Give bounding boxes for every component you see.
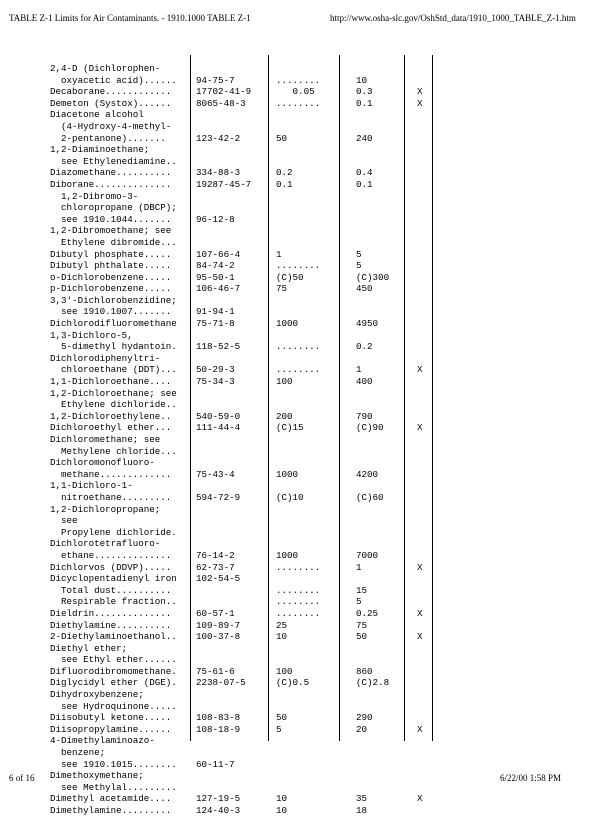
cas-number: 75-43-4: [196, 468, 235, 480]
page-header-url: http://www.osha-slc.gov/OshStd_data/1910_1000_TABLE_Z-1.htm: [330, 13, 576, 23]
limit-ppm: 100: [276, 665, 293, 677]
substance-name: see: [50, 515, 78, 527]
substance-name: Methylene chloride...: [50, 445, 177, 457]
substance-name: 1,1-Dichloro-1-: [50, 480, 133, 492]
substance-name: Dichloromethane; see: [50, 434, 161, 445]
page-footer-datetime: 6/22/00 1:58 PM: [500, 773, 562, 783]
substance-name: Diethylamine..........: [50, 619, 172, 631]
substance-name: Ethylene dichloride..: [50, 399, 177, 411]
substance-name: Dimethylamine.........: [50, 805, 172, 816]
skin-designation: X: [417, 364, 423, 376]
substance-name: 3,3'-Dichlorobenzidine;: [50, 294, 177, 306]
cas-number: 108-18-9: [196, 723, 241, 735]
table-row: [50, 364, 430, 376]
table-row: [50, 550, 430, 562]
substance-name: 4-Dimethylaminoazo-: [50, 735, 155, 747]
cas-number: 17702-41-9: [196, 86, 252, 98]
cas-number: 60-11-7: [196, 758, 235, 770]
table-row: [50, 469, 430, 481]
table-row: [50, 735, 430, 747]
table-row: [50, 272, 430, 284]
table-row: [50, 283, 430, 295]
table-row: [50, 434, 430, 446]
skin-designation: X: [417, 793, 423, 805]
substance-name: Decaborane............: [50, 86, 172, 98]
table-row: [50, 515, 430, 527]
table-row: [50, 759, 430, 771]
substance-name: Difluorodibromomethane.: [50, 665, 177, 677]
substance-name: benzene;: [50, 747, 106, 759]
table-row: [50, 191, 430, 203]
limit-mg-m3: 15: [356, 584, 368, 596]
substance-name: 1,2-Dibromoethane; see: [50, 225, 172, 237]
substance-name: methane.............: [50, 468, 172, 480]
skin-designation: X: [417, 561, 423, 573]
limit-mg-m3: 0.3: [356, 86, 373, 98]
substance-name: chloropropane (DBCP);: [50, 202, 177, 214]
limit-ppm: 5: [276, 723, 282, 735]
limit-ppm: ........: [276, 561, 321, 573]
limit-mg-m3: (C)2.8: [356, 677, 390, 689]
cas-number: 540-59-0: [196, 410, 241, 422]
table-row: [50, 538, 430, 550]
cas-number: 107-66-4: [196, 248, 241, 260]
limit-mg-m3: 0.25: [356, 607, 379, 619]
table-row: [50, 643, 430, 655]
limit-mg-m3: 0.1: [356, 97, 373, 109]
page-footer-page-number: 6 of 16: [9, 773, 35, 783]
cas-number: 102-54-5: [196, 573, 241, 585]
table-row: [50, 318, 430, 330]
limit-ppm: 1000: [276, 318, 299, 330]
limit-ppm: ........: [276, 607, 321, 619]
substance-name: oxyacetic acid)......: [50, 74, 177, 86]
substance-name: see Hydroquinone.....: [50, 700, 177, 712]
limit-mg-m3: (C)60: [356, 491, 384, 503]
substance-name: 1,1-Dichloroethane....: [50, 376, 172, 388]
table-row: [50, 260, 430, 272]
limit-ppm: 10: [276, 805, 288, 816]
limit-ppm: 50: [276, 712, 288, 724]
substance-name: Dicyclopentadienyl iron: [50, 573, 177, 585]
limit-mg-m3: 35: [356, 793, 368, 805]
table-row: [50, 527, 430, 539]
cas-number: 108-83-8: [196, 712, 241, 724]
limit-ppm: 1: [276, 248, 282, 260]
table-row: [50, 353, 430, 365]
substance-name: Dibutyl phthalate.....: [50, 260, 172, 272]
limit-mg-m3: 0.4: [356, 167, 373, 179]
page-header-title: TABLE Z-1 Limits for Air Contaminants. - 1910.1000 TABLE Z-1: [9, 13, 251, 23]
limit-ppm: ........: [276, 74, 321, 86]
cas-number: 111-44-4: [196, 422, 241, 434]
cas-number: 123-42-2: [196, 132, 241, 144]
cas-number: 127-19-5: [196, 793, 241, 805]
table-row: [50, 121, 430, 133]
cas-number: 8065-48-3: [196, 97, 246, 109]
table-row: [50, 492, 430, 504]
table-row: [50, 144, 430, 156]
limit-ppm: (C)10: [276, 491, 304, 503]
limit-mg-m3: 20: [356, 723, 368, 735]
table-row: [50, 376, 430, 388]
skin-designation: X: [417, 97, 423, 109]
limit-ppm: 1000: [276, 468, 299, 480]
table-row: [50, 422, 430, 434]
substance-name: 1,2-Dichloroethylene..: [50, 410, 172, 422]
skin-designation: X: [417, 607, 423, 619]
table-row: [50, 63, 430, 75]
table-row: [50, 480, 430, 492]
substance-name: 2,4-D (Dichlorophen-: [50, 63, 161, 74]
substance-name: 1,3-Dichloro-5,: [50, 329, 133, 341]
cas-number: 96-12-8: [196, 213, 235, 225]
limit-ppm: 75: [276, 283, 288, 295]
limit-mg-m3: 1: [356, 561, 362, 573]
cas-number: 2238-07-5: [196, 677, 246, 689]
limit-mg-m3: 290: [356, 712, 373, 724]
limit-mg-m3: 7000: [356, 549, 379, 561]
table-row: [50, 631, 430, 643]
table-row: [50, 179, 430, 191]
table-row: [50, 793, 430, 805]
table-row: [50, 712, 430, 724]
limit-mg-m3: 4200: [356, 468, 379, 480]
substance-name: Total dust..........: [50, 584, 172, 596]
limit-ppm: 0.05: [276, 86, 315, 98]
substance-name: (4-Hydroxy-4-methyl-: [50, 120, 172, 132]
substance-name: Diazomethane..........: [50, 167, 172, 179]
substance-name: Dichlorodiphenyltri-: [50, 352, 161, 364]
limit-ppm: 0.1: [276, 178, 293, 190]
substance-name: o-Dichlorobenzene.....: [50, 271, 172, 283]
cas-number: 106-46-7: [196, 283, 241, 295]
limit-mg-m3: 75: [356, 619, 368, 631]
table-row: [50, 457, 430, 469]
limit-ppm: ........: [276, 584, 321, 596]
table-row: [50, 411, 430, 423]
cas-number: 94-75-7: [196, 74, 235, 86]
substance-name: Diacetone alcohol: [50, 109, 144, 121]
cas-number: 50-29-3: [196, 364, 235, 376]
cas-number: 60-57-1: [196, 607, 235, 619]
limit-ppm: 10: [276, 793, 288, 805]
cas-number: 62-73-7: [196, 561, 235, 573]
limit-mg-m3: 5: [356, 260, 362, 272]
table-row: [50, 573, 430, 585]
limit-ppm: ........: [276, 260, 321, 272]
limit-ppm: 1000: [276, 549, 299, 561]
cas-number: 75-61-6: [196, 665, 235, 677]
table-row: [50, 689, 430, 701]
limit-mg-m3: 0.1: [356, 178, 373, 190]
cas-number: 334-88-3: [196, 167, 241, 179]
table-row: [50, 237, 430, 249]
limit-mg-m3: 5: [356, 248, 362, 260]
limit-mg-m3: 860: [356, 665, 373, 677]
table-row: [50, 399, 430, 411]
substance-name: 1,2-Diaminoethane;: [50, 144, 150, 156]
substance-name: Dichloroethyl ether...: [50, 422, 172, 434]
substance-name: Dibutyl phosphate.....: [50, 248, 172, 260]
table-row: [50, 724, 430, 736]
substance-name: Dimethoxymethane;: [50, 770, 144, 782]
table-row: [50, 214, 430, 226]
table-row: [50, 608, 430, 620]
substance-name: Diborane..............: [50, 178, 172, 190]
table-row: [50, 446, 430, 458]
table-row: [50, 295, 430, 307]
substance-name: Dichloromonofluoro-: [50, 457, 155, 469]
table-row: [50, 202, 430, 214]
table-row: [50, 167, 430, 179]
cas-number: 91-94-1: [196, 306, 235, 318]
substance-name: see Methylal.........: [50, 781, 177, 793]
cas-number: 84-74-2: [196, 260, 235, 272]
limit-ppm: ........: [276, 364, 321, 376]
table-row: [50, 75, 430, 87]
limit-mg-m3: 0.2: [356, 341, 373, 353]
substance-name: Dichlorvos (DDVP).....: [50, 561, 172, 573]
substance-name: see 1910.1015........: [50, 758, 177, 770]
substance-name: 2-pentanone).......: [50, 132, 166, 144]
table-row: [50, 225, 430, 237]
limit-mg-m3: 5: [356, 596, 362, 608]
substance-name: chloroethane (DDT)...: [50, 364, 177, 376]
air-contaminants-table: [50, 63, 430, 817]
substance-name: 1,2-Dichloropropane;: [50, 503, 161, 515]
table-row: [50, 701, 430, 713]
table-row: [50, 805, 430, 817]
table-row: [50, 341, 430, 353]
limit-mg-m3: 4950: [356, 318, 379, 330]
limit-ppm: 25: [276, 619, 288, 631]
limit-ppm: 100: [276, 376, 293, 388]
substance-name: Ethylene dibromide...: [50, 236, 177, 248]
cas-number: 100-37-8: [196, 631, 241, 643]
limit-ppm: 0.2: [276, 167, 293, 179]
substance-name: nitroethane.........: [50, 491, 172, 503]
column-divider-5: [432, 55, 433, 741]
skin-designation: X: [417, 86, 423, 98]
substance-name: Dieldrin..............: [50, 607, 172, 619]
cas-number: 594-72-9: [196, 491, 241, 503]
limit-mg-m3: 240: [356, 132, 373, 144]
limit-ppm: 200: [276, 410, 293, 422]
substance-name: Diisobutyl ketone.....: [50, 712, 172, 724]
table-row: [50, 388, 430, 400]
substance-name: Dichlorotetrafluoro-: [50, 538, 161, 550]
limit-ppm: (C)15: [276, 422, 304, 434]
table-row: [50, 654, 430, 666]
cas-number: 75-71-8: [196, 318, 235, 330]
cas-number: 109-89-7: [196, 619, 241, 631]
limit-ppm: (C)50: [276, 271, 304, 283]
skin-designation: X: [417, 422, 423, 434]
substance-name: Diethyl ether;: [50, 642, 128, 654]
table-row: [50, 156, 430, 168]
cas-number: 76-14-2: [196, 549, 235, 561]
limit-mg-m3: 1: [356, 364, 362, 376]
limit-mg-m3: 50: [356, 631, 368, 643]
limit-mg-m3: 400: [356, 376, 373, 388]
substance-name: see 1910.1044.......: [50, 213, 172, 225]
limit-mg-m3: 790: [356, 410, 373, 422]
substance-name: 2-Diethylaminoethanol..: [50, 631, 177, 643]
substance-name: Dihydroxybenzene;: [50, 689, 144, 701]
substance-name: Dichlorodifluoromethane: [50, 318, 177, 330]
table-row: [50, 666, 430, 678]
table-row: [50, 133, 430, 145]
cas-number: 124-40-3: [196, 805, 241, 816]
limit-ppm: ........: [276, 596, 321, 608]
table-row: [50, 562, 430, 574]
substance-name: Dimethyl acetamide....: [50, 793, 172, 805]
limit-mg-m3: 10: [356, 74, 368, 86]
limit-mg-m3: (C)90: [356, 422, 384, 434]
substance-name: see Ethyl ether......: [50, 654, 177, 666]
substance-name: see 1910.1007.......: [50, 306, 172, 318]
skin-designation: X: [417, 631, 423, 643]
cas-number: 19287-45-7: [196, 178, 252, 190]
table-row: [50, 504, 430, 516]
cas-number: 95-50-1: [196, 271, 235, 283]
table-row: [50, 770, 430, 782]
table-row: [50, 620, 430, 632]
substance-name: Diisopropylamine......: [50, 723, 172, 735]
limit-ppm: 10: [276, 631, 288, 643]
substance-name: Diglycidyl ether (DGE).: [50, 677, 177, 689]
skin-designation: X: [417, 723, 423, 735]
substance-name: Propylene dichloride.: [50, 526, 177, 538]
table-row: [50, 596, 430, 608]
cas-number: 75-34-3: [196, 376, 235, 388]
table-row: [50, 98, 430, 110]
table-row: [50, 677, 430, 689]
substance-name: see Ethylenediamine..: [50, 155, 177, 167]
table-row: [50, 249, 430, 261]
limit-ppm: 50: [276, 132, 288, 144]
table-row: [50, 86, 430, 98]
table-row: [50, 109, 430, 121]
limit-mg-m3: (C)300: [356, 271, 390, 283]
limit-mg-m3: 18: [356, 805, 368, 816]
substance-name: Demeton (Systox)......: [50, 97, 172, 109]
substance-name: 5-dimethyl hydantoin.: [50, 341, 177, 353]
substance-name: p-Dichlorobenzene.....: [50, 283, 172, 295]
limit-ppm: (C)0.5: [276, 677, 310, 689]
table-row: [50, 330, 430, 342]
substance-name: Respirable fraction..: [50, 596, 177, 608]
table-row: [50, 585, 430, 597]
limit-mg-m3: 450: [356, 283, 373, 295]
table-row: [50, 306, 430, 318]
table-row: [50, 747, 430, 759]
substance-name: ethane..............: [50, 549, 172, 561]
substance-name: 1,2-Dichloroethane; see: [50, 387, 177, 399]
limit-ppm: ........: [276, 97, 321, 109]
limit-ppm: ........: [276, 341, 321, 353]
substance-name: 1,2-Dibromo-3-: [50, 190, 139, 202]
cas-number: 118-52-5: [196, 341, 241, 353]
